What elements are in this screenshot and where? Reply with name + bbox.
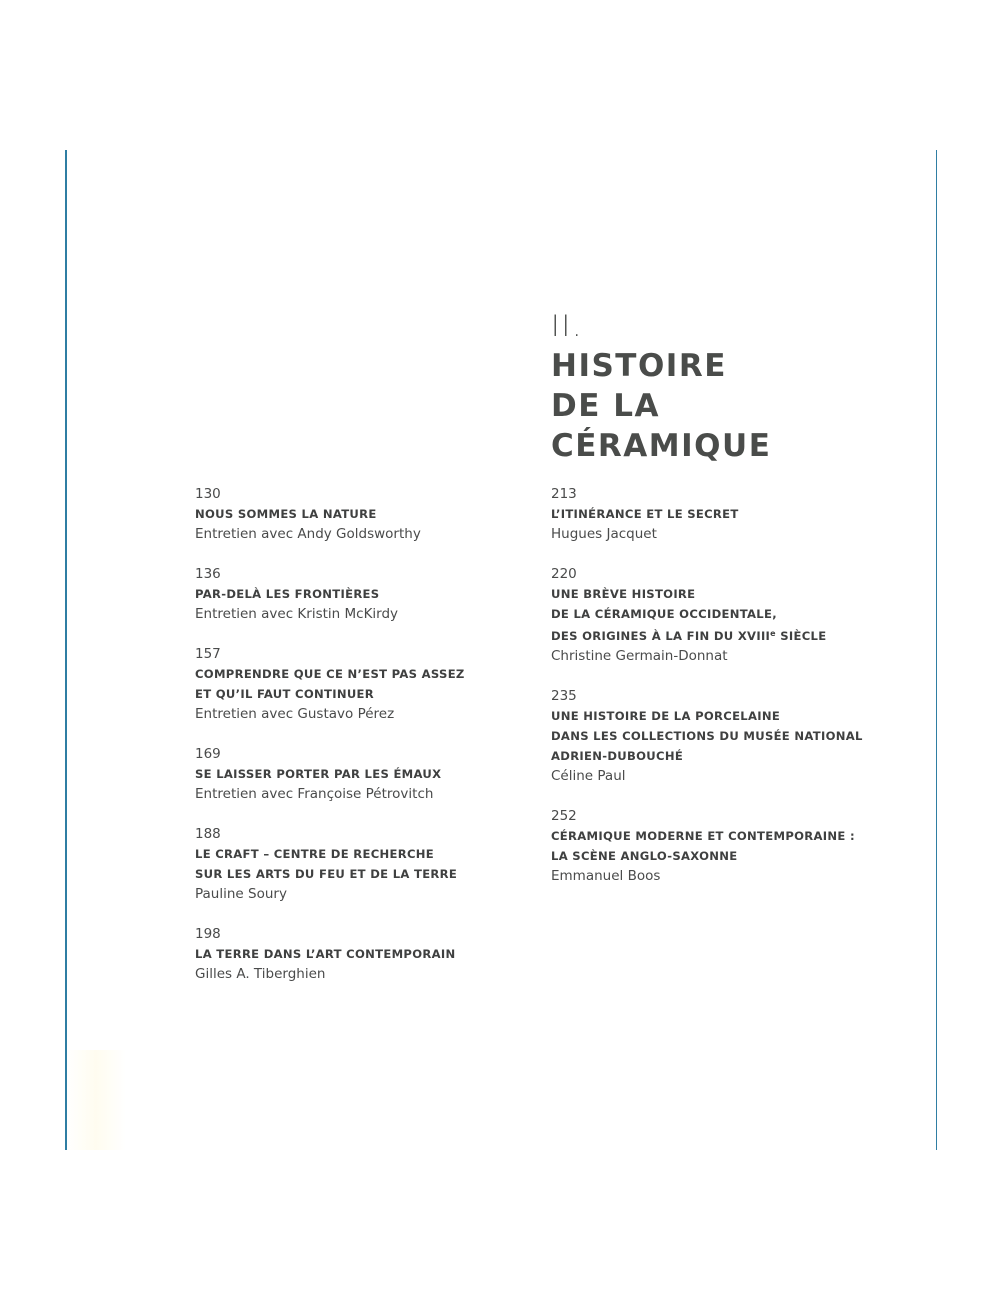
- toc-entry[interactable]: [195, 744, 535, 804]
- toc-page-number: 235: [551, 688, 577, 704]
- toc-page-number: 220: [551, 566, 577, 582]
- toc-entry-author: Entretien avec Andy Goldsworthy: [195, 526, 421, 542]
- toc-entry-author: Céline Paul: [551, 768, 626, 784]
- toc-entry-title: UNE BRÈVE HISTOIRE: [551, 587, 696, 601]
- toc-entry-title: SUR LES ARTS DU FEU ET DE LA TERRE: [195, 867, 458, 881]
- toc-entry-title: LA TERRE DANS L’ART CONTEMPORAIN: [195, 947, 456, 961]
- toc-entry-title: ET QU’IL FAUT CONTINUER: [195, 687, 374, 701]
- title-text: SIÈCLE: [775, 629, 827, 643]
- left-border-line: [65, 150, 67, 1150]
- toc-page-number: 130: [195, 486, 221, 502]
- ordinal-superscript: e: [770, 629, 776, 638]
- toc-page-number: 136: [195, 566, 221, 582]
- chapter-heading: [551, 306, 771, 466]
- toc-entry-title: COMPRENDRE QUE CE N’EST PAS ASSEZ: [195, 667, 465, 681]
- toc-entry[interactable]: [551, 484, 911, 544]
- right-border-line: [936, 150, 938, 1150]
- toc-entry-title: UNE HISTOIRE DE LA PORCELAINE: [551, 709, 781, 723]
- toc-entry-title: NOUS SOMMES LA NATURE: [195, 507, 377, 521]
- toc-entry-title: CÉRAMIQUE MODERNE ET CONTEMPORAINE :: [551, 829, 855, 843]
- toc-entry-title: LE CRAFT – CENTRE DE RECHERCHE: [195, 847, 434, 861]
- toc-entry-title: PAR-DELÀ LES FRONTIÈRES: [195, 587, 380, 601]
- toc-entry-title: L’ITINÉRANCE ET LE SECRET: [551, 507, 739, 521]
- toc-entry[interactable]: [195, 924, 535, 984]
- toc-entry-author: Pauline Soury: [195, 886, 287, 902]
- chapter-title-line: HISTOIRE: [551, 348, 727, 384]
- chapter-title-line: CÉRAMIQUE: [551, 428, 772, 464]
- toc-entry[interactable]: [551, 564, 911, 666]
- toc-page-number: 188: [195, 826, 221, 842]
- toc-page-number: 169: [195, 746, 221, 762]
- title-text: DES ORIGINES À LA FIN DU XVIII: [551, 629, 771, 643]
- toc-entry-author: Emmanuel Boos: [551, 868, 661, 884]
- toc-entry-author: Entretien avec Kristin McKirdy: [195, 606, 399, 622]
- toc-entry-author: Hugues Jacquet: [551, 526, 657, 542]
- toc-entry[interactable]: [551, 686, 911, 786]
- toc-entry-title: ADRIEN-DUBOUCHÉ: [551, 749, 684, 763]
- toc-entry[interactable]: [195, 484, 535, 544]
- toc-entry-title: LA SCÈNE ANGLO-SAXONNE: [551, 849, 738, 863]
- toc-page-number: 157: [195, 646, 221, 662]
- toc-right-column: [551, 484, 911, 906]
- toc-entry-author: Gilles A. Tiberghien: [195, 966, 326, 982]
- toc-left-column: [195, 484, 535, 1004]
- toc-entry-title: SE LAISSER PORTER PAR LES ÉMAUX: [195, 767, 442, 781]
- toc-entry-title: DANS LES COLLECTIONS DU MUSÉE NATIONAL: [551, 729, 863, 743]
- toc-entry[interactable]: [195, 644, 535, 724]
- toc-page-number: 252: [551, 808, 577, 824]
- toc-entry-author: Entretien avec Gustavo Pérez: [195, 706, 395, 722]
- toc-entry-title: DE LA CÉRAMIQUE OCCIDENTALE,: [551, 607, 777, 621]
- toc-entry-author: Christine Germain-Donnat: [551, 648, 728, 664]
- chapter-title-line: DE LA: [551, 388, 660, 424]
- chapter-number: II.: [551, 309, 584, 343]
- toc-entry-author: Entretien avec Françoise Pétrovitch: [195, 786, 434, 802]
- toc-page-number: 198: [195, 926, 221, 942]
- paper-tint: [66, 1050, 126, 1150]
- toc-entry[interactable]: [551, 806, 911, 886]
- toc-page-number: 213: [551, 486, 577, 502]
- toc-entry-title: [551, 624, 911, 646]
- toc-entry[interactable]: [195, 824, 535, 904]
- toc-entry[interactable]: [195, 564, 535, 624]
